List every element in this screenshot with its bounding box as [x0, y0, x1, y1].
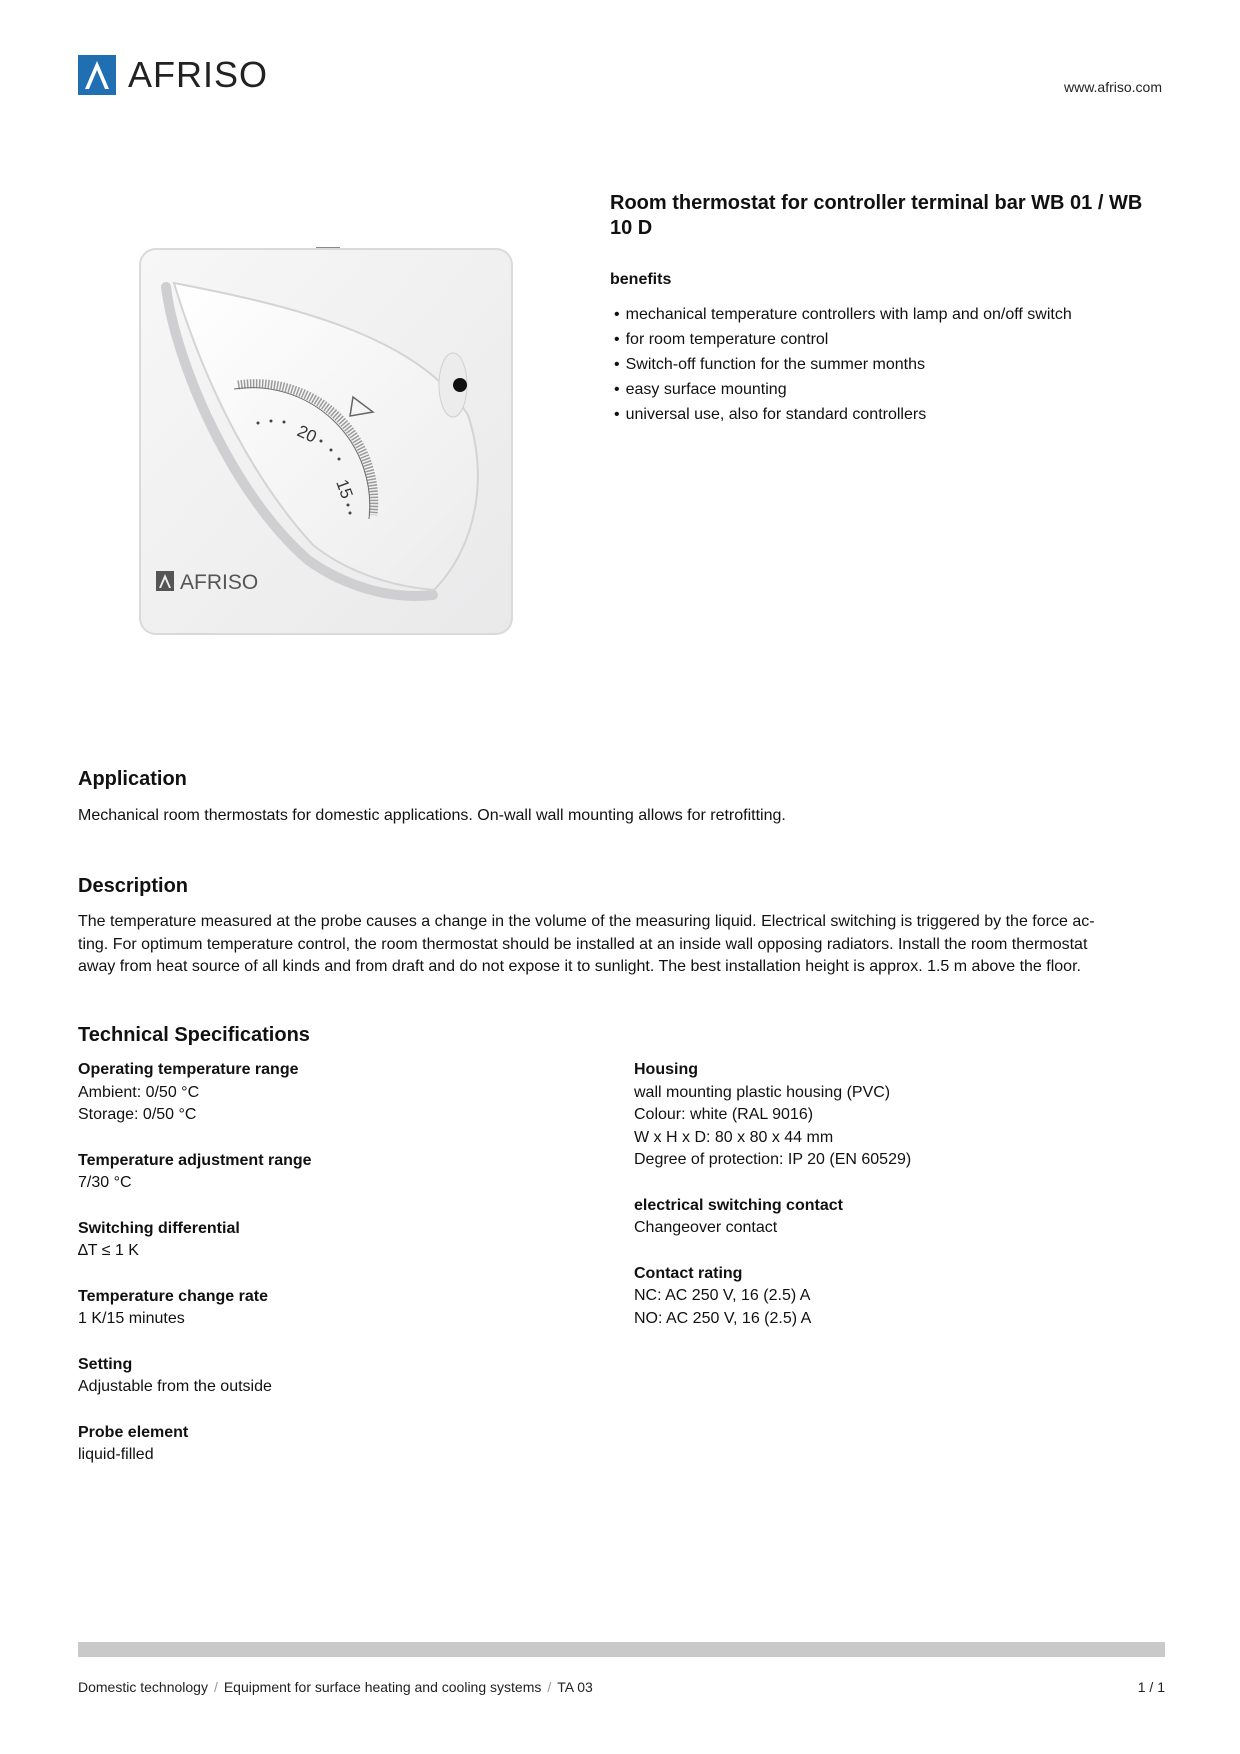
footer-bar [78, 1642, 1165, 1657]
breadcrumb-separator: / [547, 1679, 552, 1695]
spec-change-rate [78, 1286, 618, 1331]
specs-right-column [634, 1059, 1174, 1353]
spec-value: Colour: white (RAL 9016) [634, 1106, 814, 1123]
spec-label: Operating temperature range [78, 1061, 299, 1078]
spec-label: Switching differential [78, 1219, 240, 1237]
spec-label: Housing [634, 1061, 698, 1078]
description-line: away from heat source of all kinds and from draft and do not expose it to sunlight. The best installation height is approx. 1.5 m above the floor. [78, 958, 1081, 975]
spec-switching-differential [78, 1218, 618, 1263]
benefits-heading: benefits [610, 271, 672, 288]
dial-label-15: 15 [332, 476, 357, 502]
spec-label: Temperature adjustment range [78, 1151, 312, 1169]
spec-value: NC: AC 250 V, 16 (2.5) A [634, 1287, 811, 1304]
page-number: 1 / 1 [1137, 1679, 1165, 1695]
afriso-logo-icon [78, 55, 116, 95]
spec-operating-temperature [78, 1059, 618, 1127]
spec-value: 7/30 °C [78, 1174, 132, 1191]
brand-name: AFRISO [128, 54, 269, 95]
benefit-item: • universal use, also for standard controllers [614, 402, 1072, 427]
spec-setting [78, 1354, 618, 1399]
spec-label: Contact rating [634, 1264, 743, 1282]
spec-value: Degree of protection: IP 20 (EN 60529) [634, 1151, 912, 1168]
spec-switching-contact [634, 1195, 1174, 1240]
benefit-item: • mechanical temperature controllers with lamp and on/off switch [614, 302, 1072, 327]
description-line: ting. For optimum temperature control, the room thermostat should be installed at an inside wall opposing radiators. Install the room thermostat [78, 935, 1088, 953]
spec-contact-rating [634, 1263, 1174, 1331]
spec-probe-element [78, 1422, 618, 1467]
footer [78, 1679, 1165, 1695]
product-title: Room thermostat for controller terminal bar WB 01 / WB 10 D [610, 192, 1143, 239]
dial-label-20: 20 [294, 421, 320, 447]
breadcrumb-domestic-technology: Domestic technology [78, 1679, 208, 1695]
spec-label: Temperature change rate [78, 1287, 268, 1305]
application-title: Application [78, 768, 187, 790]
spec-value: Changeover contact [634, 1219, 778, 1236]
specs-left-column [78, 1059, 618, 1490]
specs-title: Technical Specifications [78, 1024, 310, 1046]
description-line: The temperature measured at the probe causes a change in the volume of the measuring liquid. Electrical switching is triggered by the force ac- [78, 913, 1095, 930]
spec-value: Adjustable from the outside [78, 1378, 272, 1395]
spec-value: Ambient: 0/50 °C [78, 1083, 200, 1101]
spec-value: wall mounting plastic housing (PVC) [634, 1083, 891, 1101]
spec-value: W x H x D: 80 x 80 x 44 mm [634, 1128, 834, 1146]
benefit-item: • easy surface mounting [614, 377, 1072, 402]
spec-label: Probe element [78, 1423, 189, 1441]
application-text: Mechanical room thermostats for domestic applications. On-wall wall mounting allows for retrofitting. [78, 807, 786, 824]
description-title: Description [78, 875, 189, 897]
spec-value: liquid-filled [78, 1446, 154, 1463]
spec-value: 1 K/15 minutes [78, 1310, 185, 1327]
breadcrumb-separator: / [213, 1679, 218, 1695]
benefit-item: • for room temperature control [614, 327, 1072, 352]
spec-label: Setting [78, 1355, 133, 1373]
benefit-item: • Switch-off function for the summer months [614, 352, 1072, 377]
benefits-list [614, 302, 1072, 427]
spec-value: ∆T ≤ 1 K [78, 1242, 139, 1259]
description-text [78, 911, 1170, 979]
afriso-logo [78, 55, 268, 95]
spec-label: electrical switching contact [634, 1196, 843, 1214]
breadcrumb-equipment: Equipment for surface heating and cooling systems [223, 1679, 542, 1695]
product-photo [138, 245, 518, 640]
spec-value: NO: AC 250 V, 16 (2.5) A [634, 1309, 812, 1327]
spec-adjustment-range [78, 1150, 618, 1195]
breadcrumb-ta03: TA 03 [557, 1679, 593, 1695]
spec-value: Storage: 0/50 °C [78, 1106, 197, 1123]
device-brand: AFRISO [180, 571, 259, 594]
spec-housing [634, 1059, 1174, 1172]
website-link[interactable]: www.afriso.com [1063, 79, 1162, 95]
